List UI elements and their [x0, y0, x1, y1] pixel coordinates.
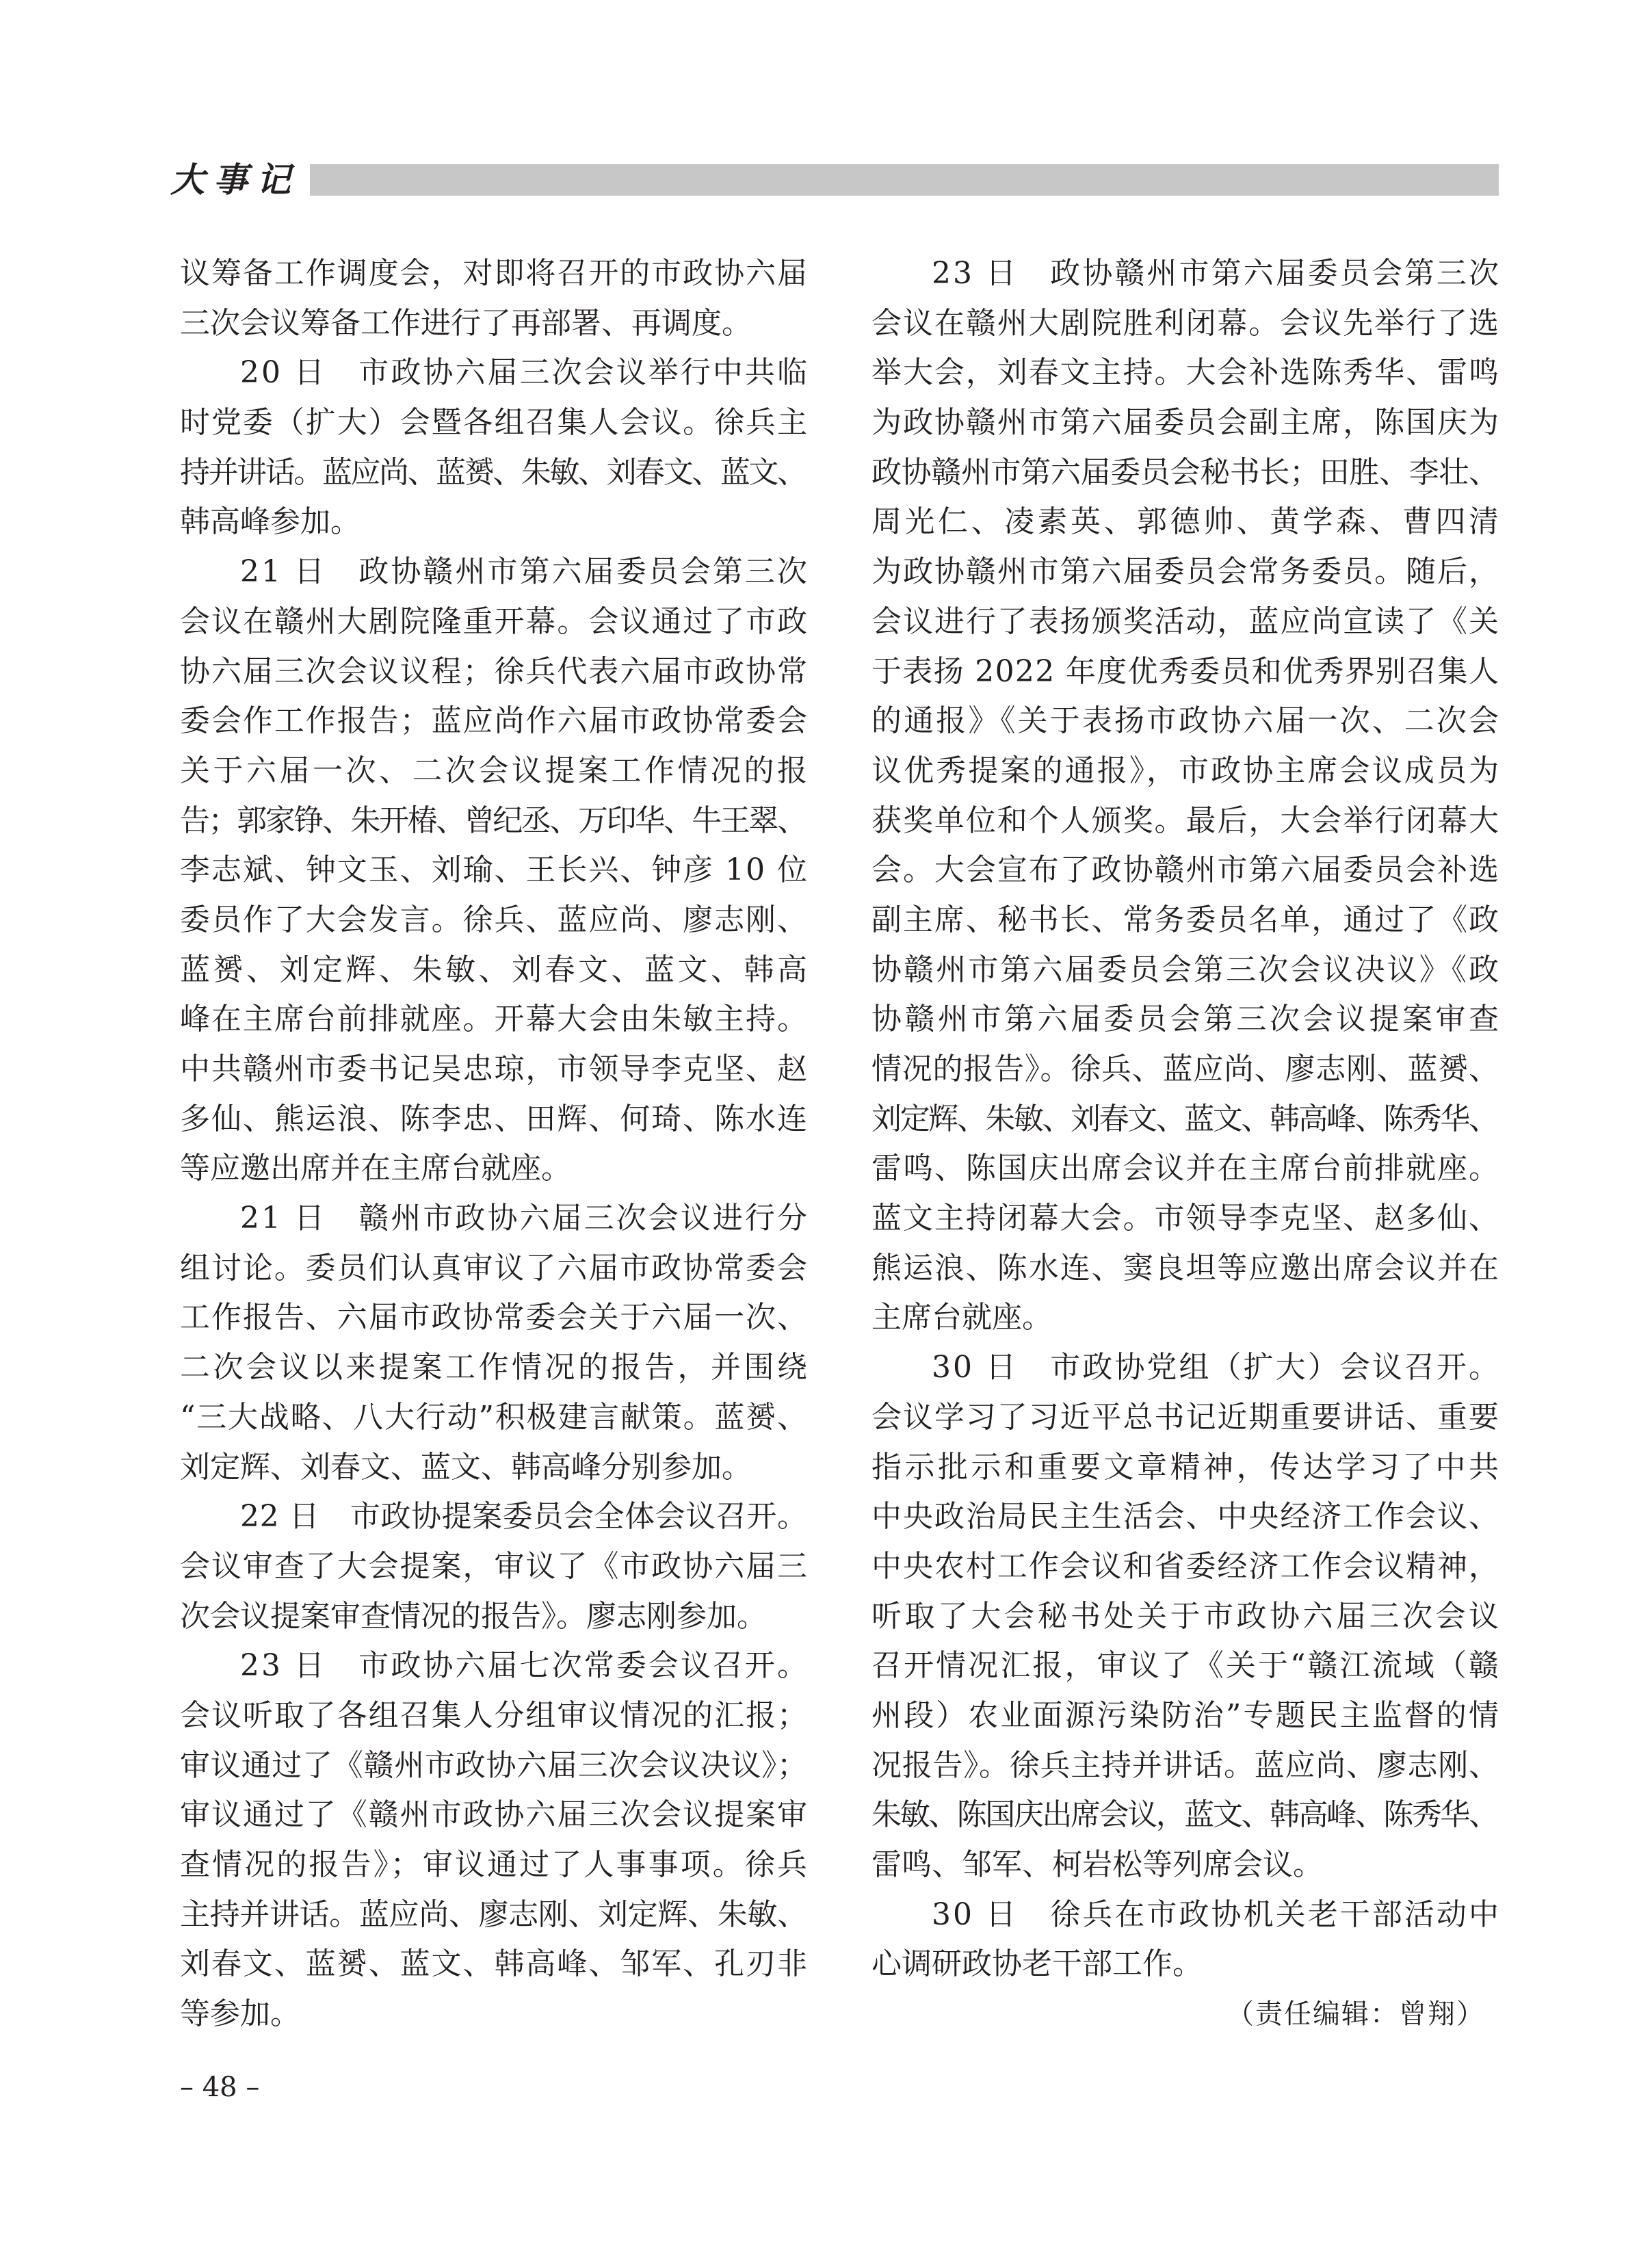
text-line: [871, 1045, 1499, 1095]
text-line: [180, 1592, 807, 1642]
text-line: [871, 299, 1499, 349]
line-text: 情况的报告》。徐兵、蓝应尚、廖志刚、蓝赟、: [871, 1052, 1499, 1086]
line-text: 中央农村工作会议和省委经济工作会议精神，: [871, 1548, 1500, 1584]
line-text: 获奖单位和个人颁奖。最后，大会举行闭幕大: [871, 803, 1500, 838]
page-number: – 48 –: [180, 2072, 260, 2103]
text-line: [180, 249, 807, 299]
text-line: [871, 1840, 1499, 1890]
text-line: [180, 1790, 807, 1840]
column-left: [180, 249, 811, 2039]
line-text: 中央政治局民主生活会、中央经济工作会议、: [871, 1499, 1500, 1535]
line-text: 政协赣州市第六届委员会秘书长；田胜、李壮、: [871, 454, 1499, 490]
text-line: [180, 1443, 807, 1493]
line-text: 委员作了大会发言。徐兵、蓝应尚、廖志刚、: [180, 902, 809, 937]
line-text: 周光仁、凌素英、郭德帅、黄学森、曹四清: [871, 504, 1502, 540]
text-line: [871, 846, 1499, 896]
line-text: 为政协赣州市第六届委员会常务委员。随后，: [871, 554, 1500, 590]
line-text: 次会议提案审查情况的报告》。廖志刚参加。: [180, 1598, 767, 1634]
line-text: 关于六届一次、二次会议提案工作情况的报: [180, 753, 811, 788]
paragraph: [180, 249, 807, 348]
line-text: 二次会议以来提案工作情况的报告，并围绕: [180, 1350, 811, 1385]
text-line: [871, 1641, 1502, 1691]
line-text: 多仙、熊运浪、陈李忠、田辉、何琦、陈水连: [180, 1101, 809, 1136]
line-text: 举大会，刘春文主持。大会补选陈秀华、雷鸣: [871, 355, 1500, 391]
text-line: [180, 1741, 807, 1791]
text-line: [871, 1293, 1499, 1343]
text-line: [180, 995, 807, 1045]
line-text: 中共赣州市委书记吴忠琼，市领导李克坚、赵: [180, 1052, 809, 1086]
paragraph: [871, 249, 1502, 1343]
text-line: [871, 1194, 1499, 1244]
line-text: 蓝赟、刘定辉、朱敏、刘春文、蓝文、韩高: [180, 952, 811, 987]
line-text: 听取了大会秘书处关于市政协六届三次会议: [871, 1598, 1502, 1634]
text-line: [871, 1095, 1499, 1145]
line-text: 持并讲话。蓝应尚、蓝赟、朱敏、刘春文、蓝文、: [180, 454, 806, 490]
line-text: 副主席、秘书长、常务委员名单，通过了《政: [871, 902, 1500, 937]
line-text: 组讨论。委员们认真审议了六届市政协常委会: [180, 1250, 809, 1286]
text-line: [180, 1890, 807, 1940]
line-text: 会议审查了大会提案，审议了《市政协六届三: [180, 1548, 809, 1584]
text-line: [180, 1343, 811, 1393]
text-line: [180, 448, 807, 498]
text-line: [180, 1144, 807, 1194]
line-text: 李志斌、钟文玉、刘瑜、王长兴、钟彦 10 位: [180, 852, 809, 888]
line-text: 况报告》。徐兵主持并讲话。蓝应尚、廖志刚、: [871, 1747, 1499, 1783]
line-text: 于表扬 2022 年度优秀委员和优秀界别召集人: [871, 653, 1500, 689]
text-line: [871, 647, 1499, 697]
line-text: 委会作工作报告；蓝应尚作六届市政协常委会: [180, 703, 809, 739]
line-text: 朱敏、陈国庆出席会议，蓝文、韩高峰、陈秀华、: [871, 1797, 1497, 1833]
text-line: [180, 497, 807, 547]
text-line: [871, 1393, 1499, 1443]
text-line: [871, 448, 1499, 498]
line-text: 协六届三次会议议程；徐兵代表六届市政协常: [180, 653, 809, 689]
editor-note: （责任编辑：曾翔）: [1227, 1998, 1485, 2031]
paragraph: [180, 547, 811, 1194]
line-text: 会议在赣州大剧院胜利闭幕。会议先举行了选: [871, 305, 1500, 341]
text-line: [180, 1393, 807, 1443]
text-line: [871, 1244, 1499, 1294]
text-line: [180, 1940, 807, 1989]
line-text: 刘定辉、刘春文、蓝文、韩高峰分别参加。: [180, 1449, 752, 1485]
section-title: 大事记: [170, 159, 300, 200]
line-text: 刘定辉、朱敏、刘春文、蓝文、韩高峰、陈秀华、: [871, 1101, 1497, 1136]
text-line: [871, 497, 1502, 547]
line-text: 30 日 徐兵在市政协机关老干部活动中: [932, 1896, 1502, 1932]
line-text: 蓝文主持闭幕大会。市领导李克坚、赵多仙、: [871, 1201, 1500, 1236]
line-text: 会。大会宣布了政协赣州市第六届委员会补选: [871, 852, 1500, 888]
line-text: 议筹备工作调度会，对即将召开的市政协六届: [180, 256, 809, 291]
line-text: 韩高峰参加。: [180, 504, 360, 540]
line-text: 雷鸣、陈国庆出席会议并在主席台前排就座。: [871, 1151, 1500, 1186]
column-right: [871, 249, 1502, 2039]
line-text: 审议通过了《赣州市政协六届三次会议决议》；: [180, 1747, 808, 1783]
text-line: [180, 696, 807, 746]
paragraph: [871, 1343, 1502, 1890]
text-line: [871, 1542, 1499, 1592]
text-line: [180, 896, 807, 945]
text-line: [180, 547, 810, 597]
line-text: 会议在赣州大剧院隆重开幕。会议通过了市政: [180, 603, 809, 639]
line-text: 议优秀提案的通报》，市政协主席会议成员为: [871, 753, 1502, 788]
text-line: [180, 1095, 807, 1145]
line-text: 州段）农业面源污染防治”专题民主监督的情: [871, 1697, 1502, 1733]
line-text: 会议听取了各组召集人分组审议情况的汇报；: [180, 1697, 809, 1733]
text-line: [180, 299, 807, 349]
text-line: [871, 1790, 1499, 1840]
text-line: [871, 547, 1499, 597]
text-line: [180, 1244, 807, 1294]
text-line: [871, 1940, 1499, 1989]
text-line: [871, 1691, 1502, 1741]
text-line: [871, 945, 1502, 995]
line-text: 三次会议筹备工作进行了再部署、再调度。: [180, 305, 752, 341]
line-text: 21 日 赣州市政协六届三次会议进行分: [240, 1201, 810, 1236]
text-line: [180, 647, 807, 697]
text-line: [180, 1293, 807, 1343]
line-text: 会议进行了表扬颁奖活动，蓝应尚宣读了《关: [871, 603, 1500, 639]
text-line: [871, 1592, 1502, 1642]
text-line: [871, 1492, 1499, 1542]
line-text: 指示批示和重要文章精神，传达学习了中共: [871, 1449, 1502, 1485]
text-line: [180, 348, 810, 398]
line-text: 工作报告、六届市政协常委会关于六届一次、: [180, 1300, 809, 1335]
text-line: [180, 1194, 810, 1244]
text-line: [871, 746, 1502, 796]
text-line: [871, 398, 1499, 448]
line-text: 心调研政协老干部工作。: [871, 1946, 1203, 1982]
line-text: 的通报》《关于表扬市政协六届一次、二次会: [871, 703, 1502, 739]
line-text: 等应邀出席并在主席台就座。: [180, 1151, 571, 1186]
line-text: 主持并讲话。蓝应尚、廖志刚、刘定辉、朱敏、: [180, 1896, 807, 1932]
text-line: [871, 597, 1499, 647]
line-text: 时党委（扩大）会暨各组召集人会议。徐兵主: [180, 405, 809, 441]
paragraph: [871, 1890, 1502, 1989]
text-line: [180, 597, 807, 647]
text-line: [180, 945, 811, 995]
line-text: 22 日 市政协提案委员会全体会议召开。: [240, 1499, 808, 1535]
text-line: [871, 1443, 1502, 1493]
line-text: 20 日 市政协六届三次会议举行中共临: [240, 355, 810, 391]
line-text: “三大战略、八大行动”积极建言献策。蓝赟、: [180, 1399, 809, 1435]
text-line: [871, 1144, 1499, 1194]
text-line: [871, 348, 1499, 398]
text-line: [871, 1890, 1502, 1940]
text-line: [180, 1542, 807, 1592]
line-text: 为政协赣州市第六届委员会副主席，陈国庆为: [871, 405, 1500, 441]
text-line: [180, 1045, 807, 1095]
line-text: 会议学习了习近平总书记近期重要讲话、重要: [871, 1399, 1500, 1435]
line-text: 告；郭家铮、朱开椿、曾纪丞、万印华、牛王翠、: [180, 803, 806, 838]
line-text: 21 日 政协赣州市第六届委员会第三次: [240, 554, 810, 590]
line-text: 刘春文、蓝赟、蓝文、韩高峰、邹军、孔刃非: [180, 1946, 809, 1982]
text-line: [871, 995, 1502, 1045]
line-text: 雷鸣、邹军、柯岩松等列席会议。: [871, 1847, 1323, 1882]
text-line: [871, 1741, 1499, 1791]
line-text: 熊运浪、陈水连、窦良坦等应邀出席会议并在: [871, 1250, 1500, 1286]
text-line: [871, 896, 1499, 945]
text-line: [180, 1641, 810, 1691]
text-line: [180, 746, 811, 796]
text-line: [180, 1989, 807, 2039]
line-text: 协赣州市第六届委员会第三次会议提案审查: [871, 1002, 1502, 1037]
text-line: [871, 1343, 1502, 1393]
line-text: 主席台就座。: [871, 1300, 1052, 1335]
line-text: 召开情况汇报，审议了《关于“赣江流域（赣: [871, 1648, 1502, 1684]
line-text: 23 日 政协赣州市第六届委员会第三次: [932, 256, 1502, 291]
text-line: [871, 249, 1502, 299]
text-line: [180, 796, 807, 846]
text-line: [180, 846, 807, 896]
text-line: [871, 696, 1502, 746]
line-text: 23 日 市政协六届七次常委会议召开。: [240, 1648, 810, 1684]
line-text: 30 日 市政协党组（扩大）会议召开。: [932, 1350, 1502, 1385]
line-text: 审议通过了《赣州市政协六届三次会议提案审: [180, 1797, 809, 1833]
line-text: 峰在主席台前排就座。开幕大会由朱敏主持。: [180, 1002, 809, 1037]
paragraph: [180, 348, 810, 547]
text-line: [180, 1691, 807, 1741]
text-line: [871, 796, 1499, 846]
paragraph: [180, 1492, 807, 1641]
paragraph: [180, 1641, 810, 2039]
text-line: [180, 1840, 810, 1890]
header-bar: [310, 164, 1499, 196]
line-text: 查情况的报告》；审议通过了人事事项。徐兵: [180, 1847, 810, 1882]
paragraph: [180, 1194, 811, 1492]
text-line: [180, 1492, 807, 1542]
line-text: 等参加。: [180, 1996, 300, 2032]
line-text: 协赣州市第六届委员会第三次会议决议》《政: [871, 952, 1502, 987]
text-line: [180, 398, 807, 448]
